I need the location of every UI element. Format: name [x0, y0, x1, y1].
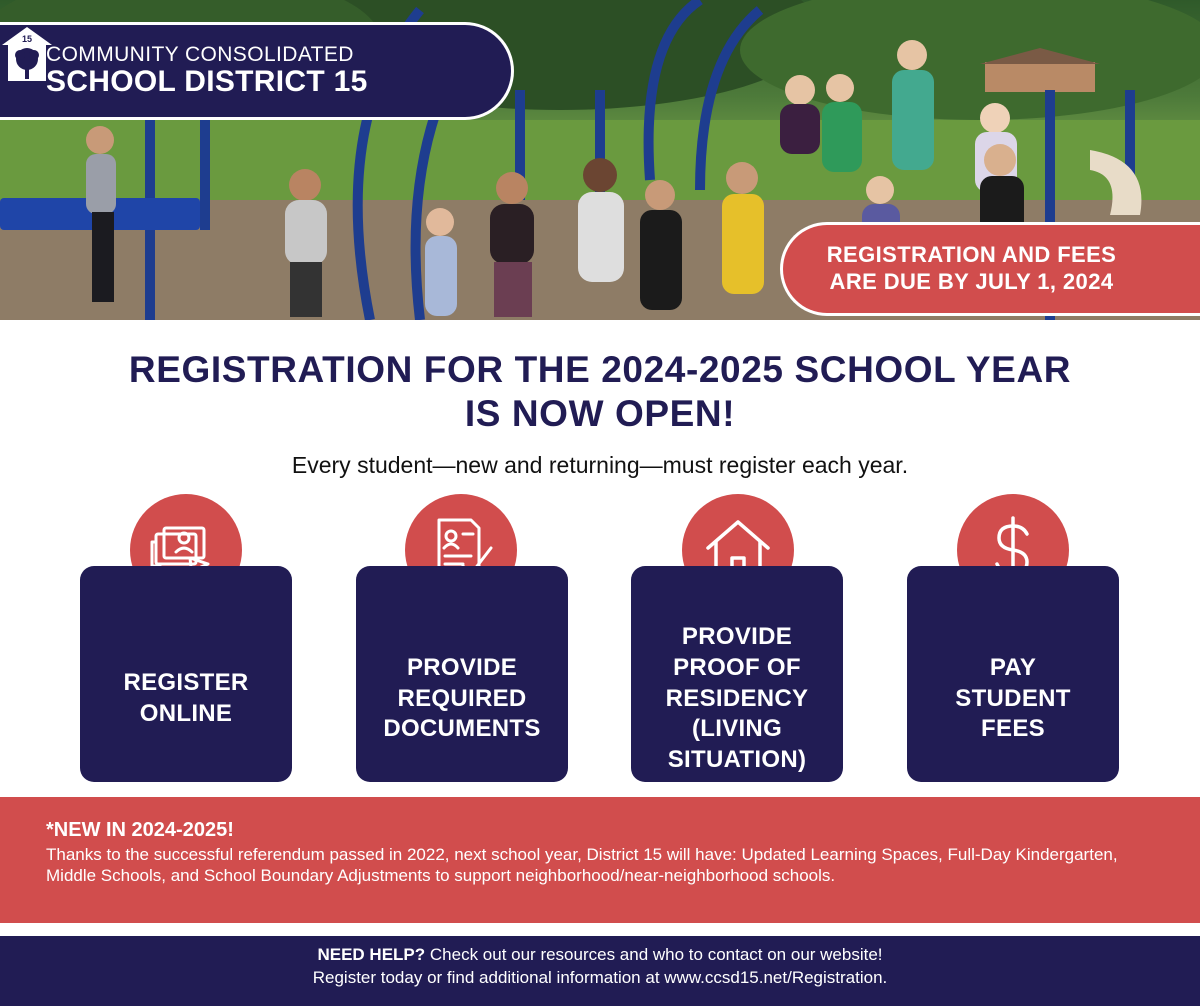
new-features-body: Thanks to the successful referendum passed in 2022, next school year, District 15 will have: Updated Learning Spaces, Full-Day Kindergarten, Middle Schools, and School Boundary Adjustments to support neighborhood/near-neighborhood schools.: [46, 845, 1118, 886]
due-date-line2: ARE DUE BY JULY 1, 2024: [829, 269, 1114, 294]
step-label: REGISTER ONLINE: [123, 669, 249, 727]
district-name-line2: SCHOOL DISTRICT 15: [46, 65, 368, 99]
logo-badge-number: 15: [21, 34, 33, 44]
schoolhouse-tree-icon: [0, 25, 54, 83]
due-date-line1: REGISTRATION AND FEES: [826, 242, 1117, 268]
footer-help-text: Check out our resources and who to contact on our website!: [425, 945, 883, 964]
step-card-provide-documents: [356, 566, 568, 782]
footer-help-line: [0, 944, 1200, 967]
footer-help-label: NEED HELP?: [317, 945, 426, 964]
page-title-line2: IS NOW OPEN!: [464, 392, 736, 434]
page-title: [0, 348, 1200, 435]
footer-info-line: Register today or find additional information at www.ccsd15.net/Registration.: [312, 967, 888, 987]
district-logo-banner: [0, 22, 514, 120]
district-name-line1: COMMUNITY CONSOLIDATED: [46, 43, 354, 67]
new-features-banner: [0, 797, 1200, 923]
step-label: PROVIDE PROOF OF RESIDENCY (LIVING SITUATION): [665, 623, 809, 774]
district-name: [46, 44, 368, 98]
page-subtitle: Every student—new and returning—must register each year.: [291, 452, 909, 478]
page-title-line1: REGISTRATION FOR THE 2024-2025 SCHOOL YEAR: [128, 349, 1072, 390]
new-features-title: *NEW IN 2024-2025!: [46, 819, 234, 841]
step-card-proof-of-residency: [631, 566, 843, 782]
step-label: PAY STUDENT FEES: [955, 653, 1071, 743]
step-card-register-online: [80, 566, 292, 782]
footer: [0, 936, 1200, 1006]
step-card-pay-fees: [907, 566, 1119, 782]
step-label: PROVIDE REQUIRED DOCUMENTS: [383, 653, 541, 743]
hero-photo: [0, 0, 1200, 320]
due-date-notice: [780, 222, 1200, 316]
